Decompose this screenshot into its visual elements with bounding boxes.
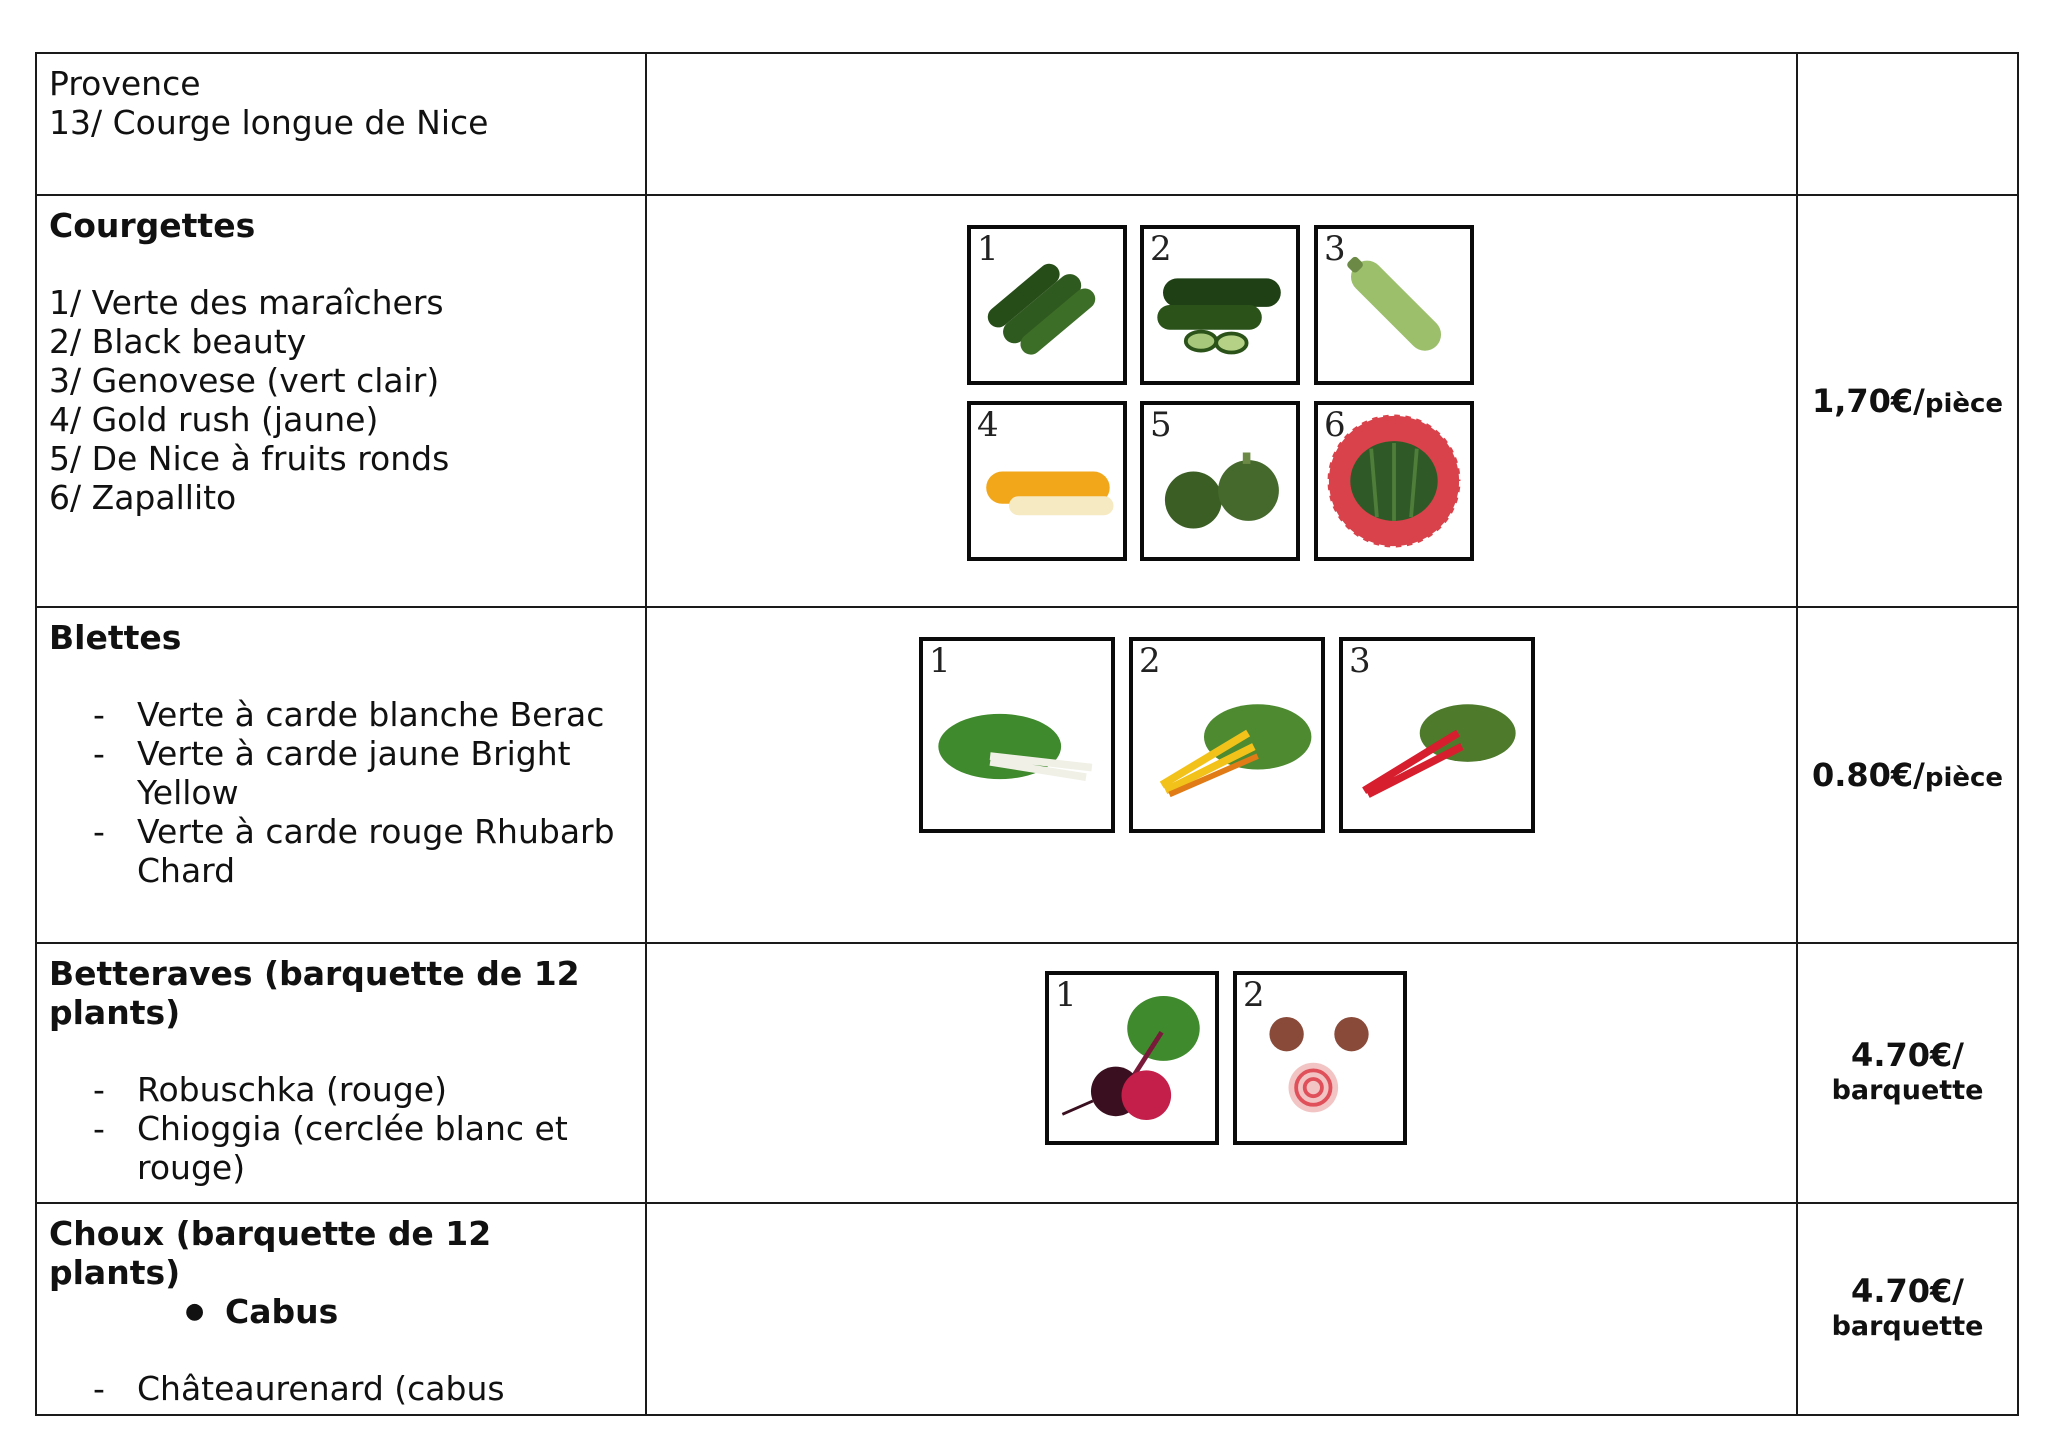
blette-photo-1 xyxy=(919,637,1115,833)
courgette-photo-4 xyxy=(967,401,1127,561)
tile-number: 4 xyxy=(977,405,999,445)
tile-number: 3 xyxy=(1349,641,1371,681)
tile-number: 2 xyxy=(1243,975,1265,1015)
choux-image-cell xyxy=(646,1203,1797,1415)
blettes-price-unit: pièce xyxy=(1924,763,2004,793)
courgettes-desc-cell xyxy=(36,195,646,607)
courgettes-title: Courgettes xyxy=(49,206,256,245)
blette-photo-2 xyxy=(1129,637,1325,833)
tile-number: 2 xyxy=(1150,229,1172,269)
tile-number: 2 xyxy=(1139,641,1161,681)
betteraves-price-amount: 4.70€/ xyxy=(1851,1036,1964,1074)
row-courgettes xyxy=(36,195,2018,607)
blettes-price-amount: 0.80€/ xyxy=(1811,756,1925,794)
courgette-variety: 6/ Zapallito xyxy=(49,478,237,517)
catalog-table xyxy=(35,52,2019,1416)
courgette-photo-1 xyxy=(967,225,1127,385)
row-choux xyxy=(36,1203,2018,1415)
courgettes-price-unit: pièce xyxy=(1924,389,2004,419)
courgette-variety: 4/ Gold rush (jaune) xyxy=(49,400,379,439)
blette-photo-3 xyxy=(1339,637,1535,833)
provence-price-cell xyxy=(1797,53,2018,195)
courgette-variety: 3/ Genovese (vert clair) xyxy=(49,361,440,400)
row-betteraves xyxy=(36,943,2018,1203)
betteraves-price-unit: barquette xyxy=(1831,1075,1984,1106)
red-chard-icon xyxy=(1343,641,1531,829)
row-blettes xyxy=(36,607,2018,943)
choux-variety: - Châteaurenard (cabus xyxy=(49,1369,633,1408)
betterave-variety: - Robuschka (rouge) xyxy=(49,1070,633,1109)
tile-number: 1 xyxy=(977,229,999,269)
choux-title: Choux (barquette de 12 plants) xyxy=(49,1214,492,1292)
blette-variety: - Verte à carde blanche Berac xyxy=(49,695,633,734)
courgette-photo-2 xyxy=(1140,225,1300,385)
courgette-variety: 1/ Verte des maraîchers xyxy=(49,283,444,322)
courgette-variety: 5/ De Nice à fruits ronds xyxy=(49,439,450,478)
choux-desc-cell xyxy=(36,1203,646,1415)
blettes-image-cell xyxy=(646,607,1797,943)
provence-line-2: 13/ Courge longue de Nice xyxy=(49,103,489,142)
tile-number: 6 xyxy=(1324,405,1346,445)
betterave-photo-2 xyxy=(1233,971,1407,1145)
courgette-variety: 2/ Black beauty xyxy=(49,322,307,361)
betterave-photo-1 xyxy=(1045,971,1219,1145)
blette-variety: - Verte à carde rouge Rhubarb Chard xyxy=(49,812,633,890)
tile-number: 3 xyxy=(1324,229,1346,269)
courgettes-price-amount: 1,70€/ xyxy=(1811,382,1925,420)
courgettes-price-cell xyxy=(1797,195,2018,607)
tile-number: 1 xyxy=(1055,975,1077,1015)
betterave-variety: - Chioggia (cerclée blanc et rouge) xyxy=(49,1109,633,1187)
tile-number: 5 xyxy=(1150,405,1172,445)
courgettes-image-cell xyxy=(646,195,1797,607)
choux-price-unit: barquette xyxy=(1831,1311,1984,1342)
choux-bullet: ● Cabus xyxy=(49,1292,633,1331)
betteraves-desc-cell xyxy=(36,943,646,1203)
choux-price-amount: 4.70€/ xyxy=(1851,1272,1964,1310)
provence-image-cell xyxy=(646,53,1797,195)
betteraves-image-cell xyxy=(646,943,1797,1203)
betteraves-title: Betteraves (barquette de 12 plants) xyxy=(49,954,580,1032)
courgette-photo-5 xyxy=(1140,401,1300,561)
provence-desc-cell xyxy=(36,53,646,195)
provence-line-1: Provence xyxy=(49,64,201,103)
betteraves-price-cell xyxy=(1797,943,2018,1203)
blettes-price-cell xyxy=(1797,607,2018,943)
blette-variety: - Verte à carde jaune Bright Yellow xyxy=(49,734,633,812)
tile-number: 1 xyxy=(929,641,951,681)
choux-price-cell xyxy=(1797,1203,2018,1415)
yellow-chard-icon xyxy=(1133,641,1321,829)
courgette-photo-3 xyxy=(1314,225,1474,385)
blettes-desc-cell xyxy=(36,607,646,943)
courgette-photo-6 xyxy=(1314,401,1474,561)
row-provence xyxy=(36,53,2018,195)
blettes-title: Blettes xyxy=(49,618,182,657)
white-chard-icon xyxy=(923,641,1111,829)
